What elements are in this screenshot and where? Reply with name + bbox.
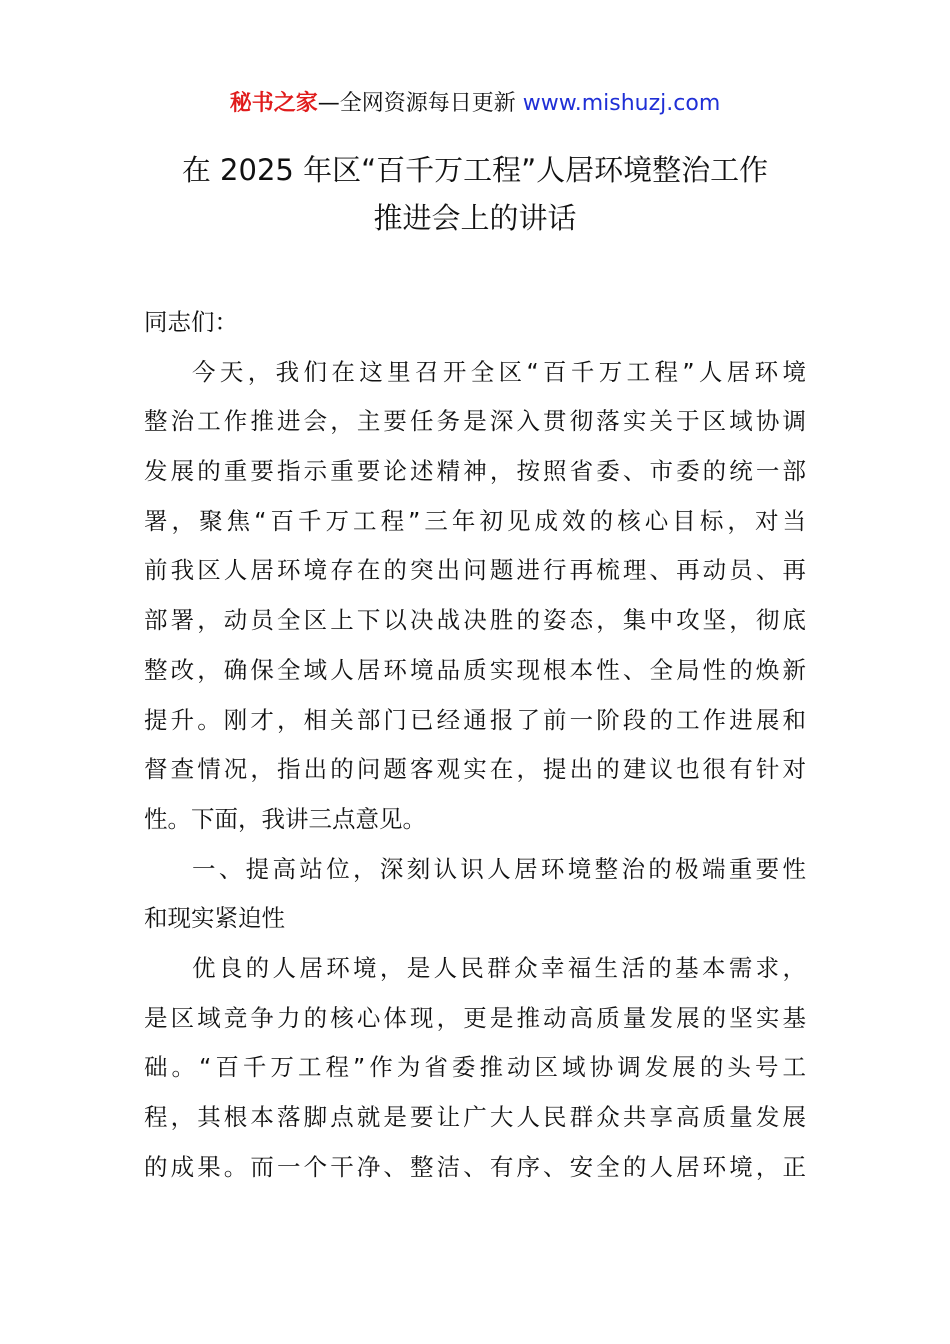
paragraph-line: 整治工作推进会，主要任务是深入贯彻落实关于区域协调 xyxy=(144,407,806,436)
paragraph-line: 的成果。而一个干净、整洁、有序、安全的人居环境，正 xyxy=(144,1152,806,1181)
paragraph-line: 性。下面，我讲三点意见。 xyxy=(144,804,426,833)
paragraph-line: 程，其根本落脚点就是要让广大人民群众共享高质量发展 xyxy=(144,1103,806,1131)
site-brand: 秘书之家 xyxy=(229,91,318,116)
heading-line: 和现实紧迫性 xyxy=(144,904,285,933)
site-header xyxy=(0,88,950,120)
salutation: 同志们： xyxy=(144,308,238,336)
paragraph-line: 整改，确保全域人居环境品质实现根本性、全局性的焕新 xyxy=(144,655,806,684)
document-body xyxy=(144,298,806,1192)
paragraph-line: 提升。刚才，相关部门已经通报了前一阶段的工作进展和 xyxy=(144,705,806,734)
site-tagline: —全网资源每日更新 xyxy=(317,91,523,116)
paragraph-2 xyxy=(144,944,806,1192)
heading-line: 一、提高站位，深刻认识人居环境整治的极端重要性 xyxy=(192,854,806,883)
document-title xyxy=(100,146,850,242)
paragraph-line: 部署，动员全区上下以决战决胜的姿态，集中攻坚，彻底 xyxy=(144,606,806,635)
paragraph-line: 发展的重要指示重要论述精神，按照省委、市委的统一部 xyxy=(144,457,806,486)
paragraph-line: 础。“百千万工程”作为省委推动区域协调发展的头号工 xyxy=(144,1053,806,1082)
paragraph-line: 今天，我们在这里召开全区“百千万工程”人居环境 xyxy=(192,357,806,386)
title-line-1: 在 2025 年区“百千万工程”人居环境整治工作 xyxy=(181,153,769,187)
title-line-2: 推进会上的讲话 xyxy=(373,201,577,235)
paragraph-line: 优良的人居环境，是人民群众幸福生活的基本需求， xyxy=(192,953,806,982)
paragraph-line: 督查情况，指出的问题客观实在，提出的建议也很有针对 xyxy=(144,755,806,784)
paragraph-1 xyxy=(144,348,806,845)
section-heading-1 xyxy=(144,845,806,944)
site-url-link[interactable]: www.mishuzj.com xyxy=(522,91,721,116)
paragraph-line: 是区域竞争力的核心体现，更是推动高质量发展的坚实基 xyxy=(144,1003,806,1032)
paragraph-line: 署，聚焦“百千万工程”三年初见成效的核心目标，对当 xyxy=(144,506,806,535)
paragraph-line: 前我区人居环境存在的突出问题进行再梳理、再动员、再 xyxy=(144,556,806,585)
